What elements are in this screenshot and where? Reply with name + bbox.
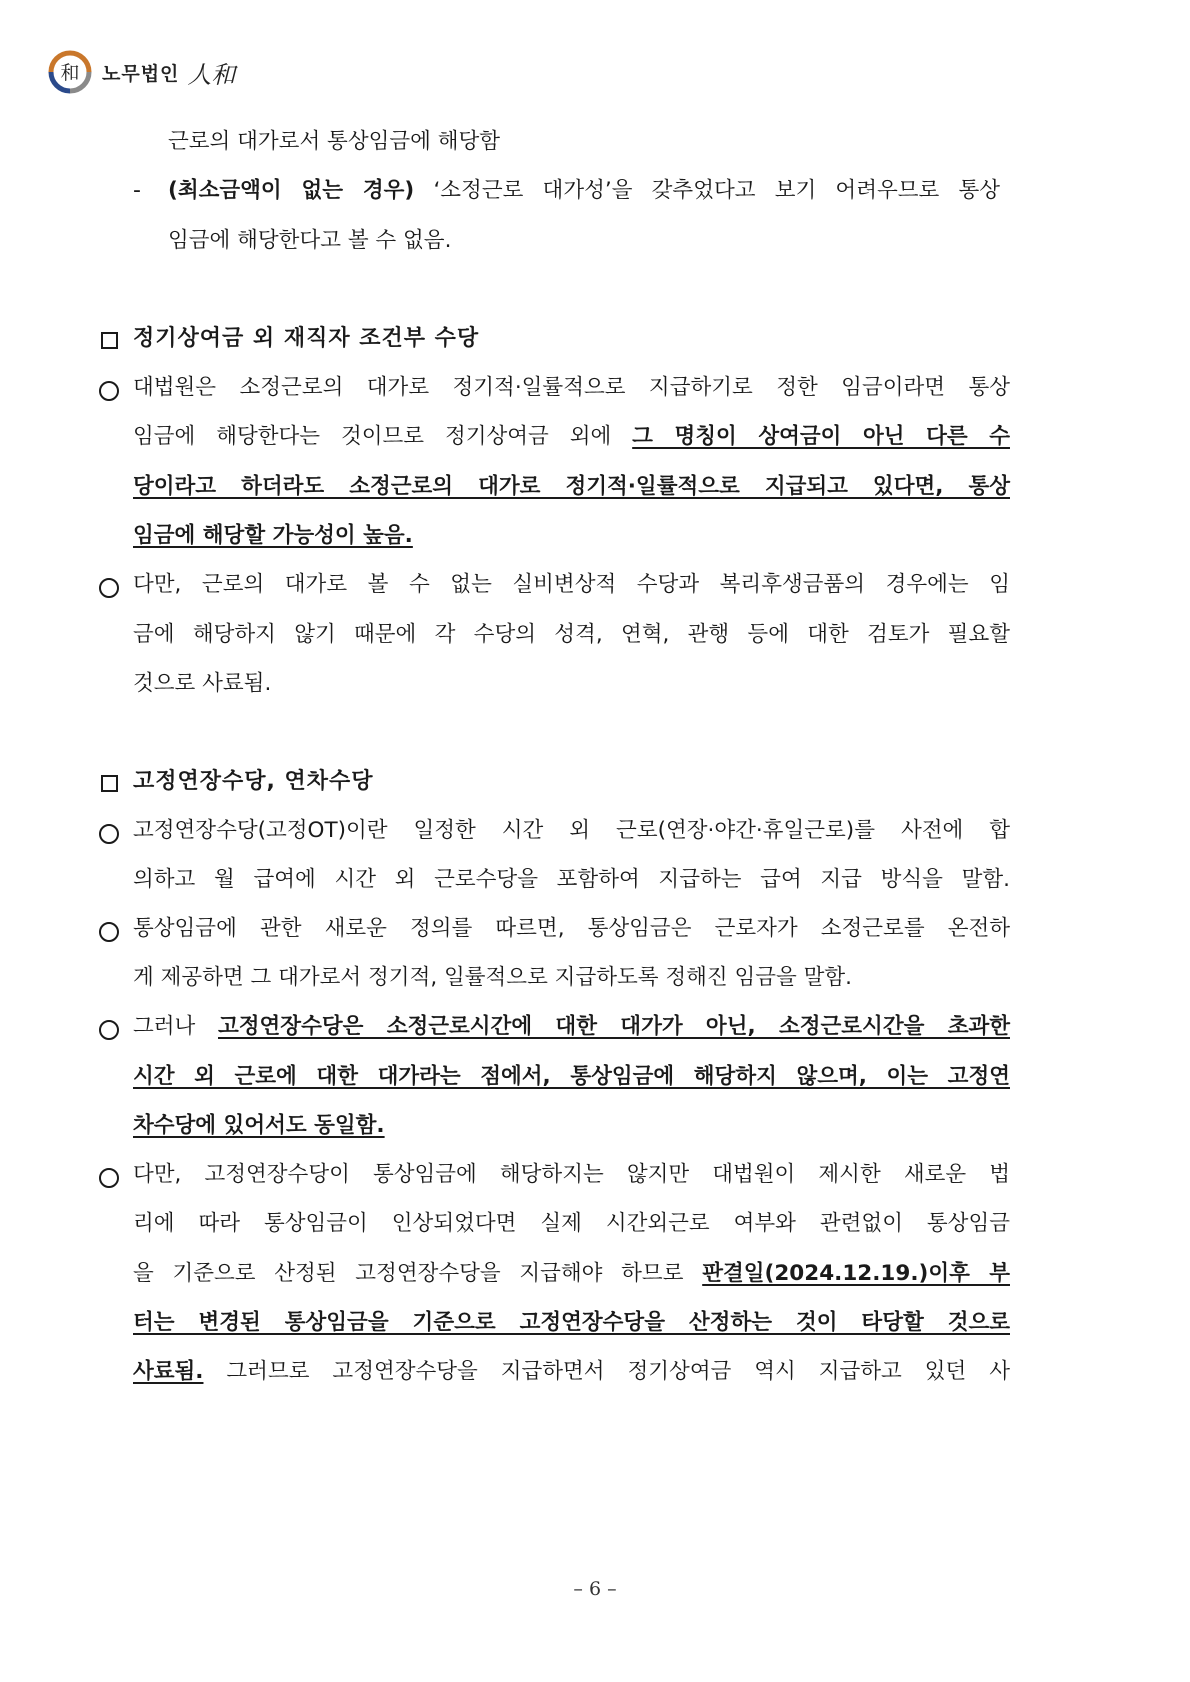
- s1-p1-emphasis-1: 그 명칭이 상여금이 아닌 다른 수: [632, 424, 1010, 449]
- s2-p4-emphasis-end: 사료됨.: [133, 1359, 204, 1384]
- s2-p4-line-3-text: 을 기준으로 산정된 고정연장수당을 지급해야 하므로: [133, 1261, 703, 1286]
- s2-p4-line-5-text: 그러므로 고정연장수당을 지급하면서 정기상여금 역시 지급하고 있던 사: [203, 1359, 1010, 1384]
- circle-bullet-icon: [99, 1168, 119, 1188]
- section-2-title: 고정연장수당, 연차수당: [133, 769, 374, 794]
- page-number: – 6 –: [573, 1578, 617, 1600]
- s2-p3-emphasis: 고정연장수당은 소정근로시간에 대한 대가가 아닌, 소정근로시간을 초과한: [218, 1014, 1010, 1039]
- s2-p4-line-3: [133, 1259, 1010, 1289]
- s1-p2-line-3: 것으로 사료됨.: [133, 671, 272, 696]
- dash-bullet: -: [133, 178, 141, 203]
- s1-p1-line-4: 임금에 해당할 가능성이 높음.: [133, 523, 413, 548]
- circle-bullet-icon: [99, 824, 119, 844]
- s2-p1-line-1: 고정연장수당(고정OT)이란 일정한 시간 외 근로(연장·야간·휴일근로)를 사전에 합: [133, 818, 1010, 843]
- checkbox-square-icon: [101, 332, 118, 349]
- circle-bullet-icon: [99, 381, 119, 401]
- s1-p1-line-3: 당이라고 하더라도 소정근로의 대가로 정기적·일률적으로 지급되고 있다면, 통상: [133, 474, 1010, 499]
- s2-p2-line-2: 게 제공하면 그 대가로서 정기적, 일률적으로 지급하도록 정해진 임금을 말함.: [133, 965, 853, 990]
- checkbox-square-icon: [101, 775, 118, 792]
- s2-p3-line-1-text: 그러나: [133, 1014, 218, 1039]
- circle-bullet-icon: [99, 1020, 119, 1040]
- s2-p4-line-1: 다만, 고정연장수당이 통상임금에 해당하지는 않지만 대법원이 제시한 새로운 법: [133, 1162, 1010, 1187]
- s1-p2-line-1: 다만, 근로의 대가로 볼 수 없는 실비변상적 수당과 복리후생금품의 경우에는 임: [133, 572, 1010, 597]
- section-1-title: 정기상여금 외 재직자 조건부 수당: [133, 326, 480, 351]
- s2-p4-line-4: 터는 변경된 통상임금을 기준으로 고정연장수당을 산정하는 것이 타당할 것으로: [133, 1310, 1010, 1335]
- s1-p1-line-2: [133, 422, 1010, 452]
- s2-p3-line-2: 시간 외 근로에 대한 대가라는 점에서, 통상임금에 해당하지 않으며, 이는 고정연: [133, 1064, 1010, 1089]
- letterhead: [48, 48, 235, 96]
- s2-p2-line-1: 통상임금에 관한 새로운 정의를 따르면, 통상임금은 근로자가 소정근로를 온전하: [133, 916, 1010, 941]
- no-minimum-amount-label: (최소금액이 없는 경우): [168, 178, 415, 203]
- intro-line-2: [168, 176, 1000, 206]
- circle-bullet-icon: [99, 922, 119, 942]
- circle-bullet-icon: [99, 578, 119, 598]
- s2-p4-line-5: [133, 1357, 1010, 1387]
- svg-text:和: 和: [60, 62, 80, 84]
- s2-p4-line-2: 리에 따라 통상임금이 인상되었다면 실제 시간외근로 여부와 관련없이 통상임금: [133, 1211, 1010, 1236]
- s2-p3-line-3: 차수당에 있어서도 동일함.: [133, 1113, 385, 1138]
- s2-p3-line-1: [133, 1012, 1010, 1042]
- intro-line-1: 근로의 대가로서 통상임금에 해당함: [168, 129, 501, 154]
- firm-name-hanja: 人和: [187, 60, 236, 89]
- judgment-date-emphasis: 판결일(2024.12.19.)이후 부: [702, 1261, 1010, 1286]
- s1-p2-line-2: 금에 해당하지 않기 때문에 각 수당의 성격, 연혁, 관행 등에 대한 검토가 필요할: [133, 622, 1010, 647]
- intro-line-2-text: ‘소정근로 대가성’을 갖추었다고 보기 어려우므로 통상: [414, 178, 1000, 203]
- firm-name: 노무법인: [102, 62, 180, 85]
- intro-line-3: 임금에 해당한다고 볼 수 없음.: [168, 228, 452, 253]
- firm-logo-icon: [48, 50, 92, 94]
- s1-p1-line-2-text: 임금에 해당한다는 것이므로 정기상여금 외에: [133, 424, 633, 449]
- s2-p1-line-2: 의하고 월 급여에 시간 외 근로수당을 포함하여 지급하는 급여 지급 방식을 말함.: [133, 867, 1010, 892]
- s1-p1-line-1: 대법원은 소정근로의 대가로 정기적·일률적으로 지급하기로 정한 임금이라면 통상: [133, 375, 1010, 400]
